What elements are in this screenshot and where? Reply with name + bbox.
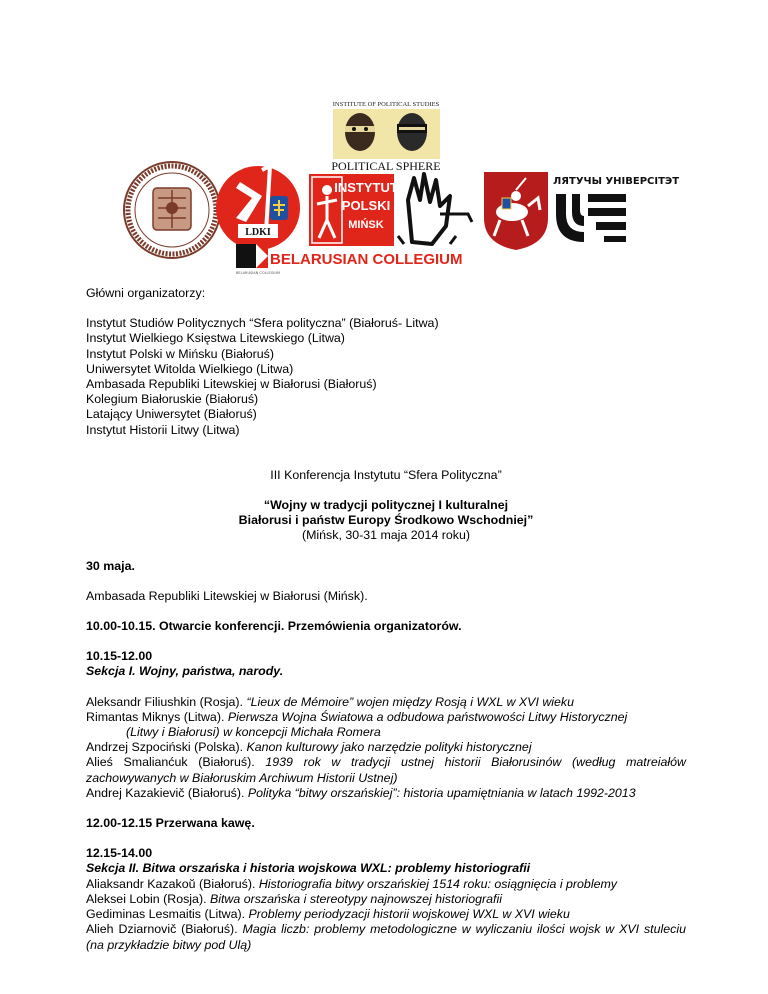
talk-speaker: Alieh Dziarnovič (Białoruś). (86, 922, 243, 937)
opening-session: 10.00-10.15. Otwarcie konferencji. Przemówienia organizatorów. (86, 619, 462, 634)
organizers-heading: Główni organizatorzy: (86, 286, 206, 300)
organizer-item: Instytut Historii Litwy (Litwa) (86, 422, 240, 437)
talk-title: Pierwsza Wojna Światowa a odbudowa państwowości Litwy Historycznej (227, 709, 628, 724)
talk-title: Historiografia bitwy orszańskiej 1514 roku: osiągnięcia i problemy (258, 876, 617, 891)
conference-name: III Konferencja Instytutu “Sfera Polityczna” (270, 467, 502, 482)
talk-item (86, 786, 686, 801)
organizer-item: Kolegium Białoruskie (Białoruś) (86, 392, 259, 407)
logo-banner (0, 0, 768, 290)
ips-name: POLITICAL SPHERE (331, 159, 441, 173)
organizer-item: Instytut Wielkiego Księstwa Litewskiego (Litwa) (86, 331, 345, 346)
talk-title: “Lieux de Mémoire” wojen między Rosją i WXL w XVI wieku (246, 694, 575, 709)
polski-line2: POLSKI (341, 198, 391, 213)
vytis-emblem-logo (484, 172, 548, 250)
talk-item (86, 695, 686, 710)
hand-emblem-logo (398, 174, 472, 244)
talk-speaker: Andrzej Szpociński (Polska). (86, 740, 247, 755)
political-sphere-logo (331, 101, 440, 173)
organizers-list (86, 316, 686, 438)
document-body (86, 286, 686, 953)
section2-time: 12.15-14.00 (86, 846, 153, 861)
talk-item (86, 892, 686, 907)
talk-speaker: Andrej Kazakievič (Białoruś). (86, 785, 248, 800)
talk-title-continued: (Litwy i Białorusi) w koncepcji Michała Romera (126, 725, 381, 740)
flying-university-label: ЛЯТУЧЫ УНІВЕРСІТЭТ (553, 176, 680, 187)
svg-text:BELARUSIAN COLLEGIUM: BELARUSIAN COLLEGIUM (236, 271, 281, 275)
organizer-item: Instytut Studiów Politycznych “Sfera polityczna” (Białoruś- Litwa) (86, 316, 439, 331)
talk-speaker: Aleksei Lobin (Rosja). (86, 891, 210, 906)
conference-title-line1: “Wojny w tradycji politycznej I kulturalnej (263, 498, 509, 513)
talk-item (86, 740, 686, 755)
organizer-item: Ambasada Republiki Litewskiej w Białorusi (Białoruś) (86, 377, 377, 392)
talk-item (86, 907, 686, 922)
coffee-break: 12.00-12.15 Przerwana kawę. (86, 816, 255, 831)
section1-title: Sekcja I. Wojny, państwa, narody. (86, 664, 284, 679)
talk-speaker: Gediminas Lesmaitis (Litwa). (86, 907, 249, 922)
talk-item (86, 710, 686, 725)
belarusian-collegium-logo (236, 244, 463, 275)
talk-item (86, 755, 686, 785)
belarusian-collegium-label: BELARUSIAN COLLEGIUM (270, 251, 463, 268)
talk-title: Polityka “bitwy orszańskiej”: historia upamiętniania w latach 1992-2013 (247, 785, 636, 800)
organizer-item: Latający Uniwersytet (Białoruś) (86, 407, 257, 422)
talk-item (86, 877, 686, 892)
flying-university-logo (553, 176, 679, 242)
talk-speaker: Aleksandr Filiushkin (Rosja). (86, 694, 247, 709)
ips-caption: INSTITUTE OF POLITICAL STUDIES (332, 101, 440, 108)
polski-line3: MIŃSK (348, 219, 384, 231)
talk-speaker: Rimantas Miknys (Litwa). (86, 709, 228, 724)
talk-title: Kanon kulturowy jako narzędzie polityki historycznej (246, 740, 532, 755)
polski-line1: INSTYTUT (334, 180, 398, 195)
day-heading: 30 maja. (86, 558, 135, 573)
instytut-polski-logo (309, 174, 398, 246)
talk-speaker: Alieś Smalianćuk (Białoruś). (86, 755, 266, 770)
section1-time: 10.15-12.00 (86, 649, 153, 664)
talk-title: 1939 rok w tradycji ustnej historii Białorusinów (według matreiałów zachowywanych w Białoruskim Archiwum Historii Ustnej) (86, 755, 686, 785)
talk-speaker: Aliaksandr Kazakoŭ (Białoruś). (86, 876, 259, 891)
section2-title: Sekcja II. Bitwa orszańska i historia wojskowa WXL: problemy historiografii (86, 861, 531, 876)
organizer-item: Instytut Polski w Mińsku (Białoruś) (86, 346, 274, 361)
organizer-item: Uniwersytet Witolda Wielkiego (Litwa) (86, 361, 294, 376)
venue: Ambasada Republiki Litewskiej w Białorusi (Mińsk). (86, 588, 368, 603)
ldki-logo (216, 166, 300, 250)
vmu-seal-logo (124, 162, 220, 258)
talk-item (86, 922, 686, 952)
conference-title-line2: Białorusi i państw Europy Środkowo Wschodniej” (238, 513, 534, 528)
ldki-label: LDKI (245, 227, 271, 238)
talk-title: Problemy periodyzacji historii wojskowej WXL w XVI wieku (248, 907, 570, 922)
talk-title: Bitwa orszańska i stereotypy najnowszej historiografii (209, 891, 502, 906)
conference-place: (Mińsk, 30-31 maja 2014 roku) (301, 528, 471, 543)
talk-title: Magia liczb: problemy metodologiczne w wyliczaniu ilości wojsk w XVI stuleciu (na przykładzie bitwy pod Ulą) (86, 922, 686, 952)
